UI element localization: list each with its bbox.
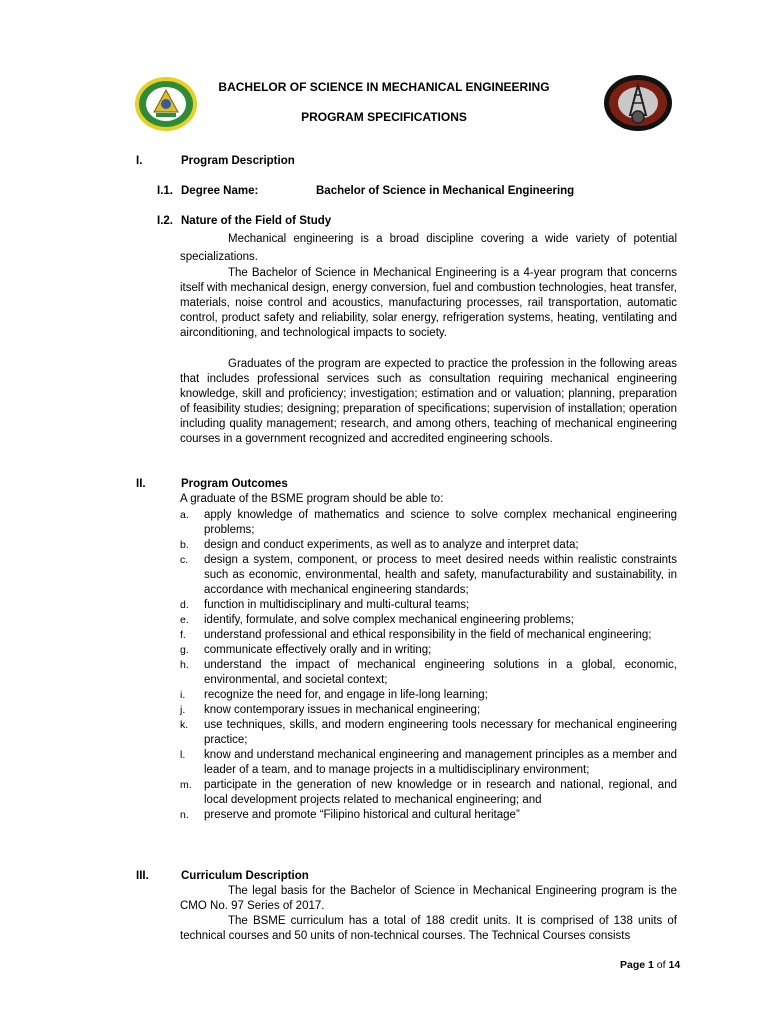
outcome-text: design and conduct experiments, as well as to analyze and interpret data; xyxy=(204,539,579,551)
outcome-item xyxy=(180,718,677,748)
degree-number: I.1. xyxy=(157,185,173,197)
section-3-heading: Curriculum Description xyxy=(181,870,309,882)
outcome-item xyxy=(180,748,677,778)
outcome-letter: g. xyxy=(180,644,189,656)
outcome-item xyxy=(180,613,677,628)
outcome-text: understand professional and ethical responsibility in the field of mechanical engineering; xyxy=(204,629,652,641)
outcome-item xyxy=(180,688,677,703)
outcome-letter: j. xyxy=(180,704,186,716)
nature-para-1-line-1: Mechanical engineering is a broad discipline covering a wide variety of potential xyxy=(228,233,677,245)
outcome-item xyxy=(180,778,677,808)
outcome-text: use techniques, skills, and modern engineering tools necessary for mechanical engineering practice; xyxy=(204,719,677,746)
page-indicator xyxy=(620,958,680,973)
outcome-item xyxy=(180,703,677,718)
nature-heading: Nature of the Field of Study xyxy=(181,215,332,227)
document-title: BACHELOR OF SCIENCE IN MECHANICAL ENGINEERING xyxy=(218,80,550,94)
outcome-text: apply knowledge of mathematics and science to solve complex mechanical engineering problems; xyxy=(204,509,677,536)
nature-number: I.2. xyxy=(157,215,173,227)
outcome-letter: f. xyxy=(180,629,186,641)
outcome-letter: l. xyxy=(180,749,186,761)
curriculum-para-2: The BSME curriculum has a total of 188 credit units. It is comprised of 138 units of technical courses and 50 units of non-technical courses. The Technical Courses consists xyxy=(180,915,677,942)
curriculum-para-1: The legal basis for the Bachelor of Science in Mechanical Engineering program is the CMO No. 97 Series of 2017. xyxy=(180,885,677,912)
outcome-text: know and understand mechanical engineering and management principles as a member and leader of a team, and to manage projects in a multidisciplinary environment; xyxy=(204,749,677,776)
outcome-text: preserve and promote “Filipino historical and cultural heritage” xyxy=(204,809,520,821)
degree-value: Bachelor of Science in Mechanical Engineering xyxy=(316,185,575,197)
outcome-text: recognize the need for, and engage in life-long learning; xyxy=(204,689,488,701)
outcome-text: design a system, component, or process to meet desired needs within realistic constraints such as economic, environmental, health and safety, manufacturability and sustainability, in accordance with mechanical engineering standards; xyxy=(204,554,677,596)
page-total: 14 xyxy=(668,959,681,971)
nature-para-1-line-2: specializations. xyxy=(180,251,258,263)
document-subtitle: PROGRAM SPECIFICATIONS xyxy=(301,110,467,124)
section-3-number: III. xyxy=(136,870,149,882)
outcome-text: identify, formulate, and solve complex mechanical engineering problems; xyxy=(204,614,574,626)
outcome-text: know contemporary issues in mechanical engineering; xyxy=(204,704,481,716)
outcome-item xyxy=(180,658,677,688)
degree-label: Degree Name: xyxy=(181,185,259,197)
section-1-number: I. xyxy=(136,155,143,167)
outcome-text: participate in the generation of new knowledge or in research and national, regional, and local development projects related to mechanical engineering; and xyxy=(204,779,677,806)
outcome-letter: h. xyxy=(180,659,189,671)
outcome-item xyxy=(180,643,677,658)
outcome-letter: e. xyxy=(180,614,189,626)
outcome-letter: n. xyxy=(180,809,189,821)
outcome-item xyxy=(180,538,677,553)
outcome-text: communicate effectively orally and in writing; xyxy=(204,644,432,656)
outcome-letter: m. xyxy=(180,779,192,791)
page-number: 1 xyxy=(648,959,654,971)
outcome-letter: c. xyxy=(180,554,189,566)
outcome-letter: k. xyxy=(180,719,189,731)
page-of-label: of xyxy=(656,959,666,971)
outcomes-list xyxy=(180,508,677,823)
nature-para-3: Graduates of the program are expected to practice the profession in the following areas that includes professional services such as consultation requiring mechanical engineering knowledge, skill and proficiency; investigation; estimation and or valuation; planning, preparation of feasibility studies; designing; preparation of specifications; supervision of installation; operation including quality management; research, and among others, teaching of mechanical engineering courses in a government recognized and accredited engineering schools. xyxy=(180,358,677,445)
outcome-item xyxy=(180,808,677,823)
section-1-heading: Program Description xyxy=(181,155,295,167)
outcome-letter: a. xyxy=(180,509,189,521)
outcome-item xyxy=(180,553,677,598)
nature-para-2: The Bachelor of Science in Mechanical Engineering is a 4-year program that concerns itself with mechanical design, energy conversion, fuel and combustion technologies, heat transfer, materials, noise control and acoustics, manufacturing processes, rail transportation, automatic control, product safety and reliability, solar energy, refrigeration systems, heating, ventilating and airconditioning, and technological impacts to society. xyxy=(180,267,677,339)
page-label: Page xyxy=(620,959,646,971)
outcome-item xyxy=(180,508,677,538)
outcome-item xyxy=(180,628,677,643)
outcome-letter: i. xyxy=(180,689,186,701)
outcome-text: understand the impact of mechanical engineering solutions in a global, economic, environmental, and societal context; xyxy=(204,659,677,686)
section-2-number: II. xyxy=(136,478,146,490)
outcome-letter: d. xyxy=(180,599,189,611)
outcome-item xyxy=(180,598,677,613)
outcome-letter: b. xyxy=(180,539,189,551)
outcome-text: function in multidisciplinary and multi-cultural teams; xyxy=(204,599,470,611)
outcomes-intro: A graduate of the BSME program should be able to: xyxy=(180,493,444,505)
section-2-heading: Program Outcomes xyxy=(181,478,288,490)
